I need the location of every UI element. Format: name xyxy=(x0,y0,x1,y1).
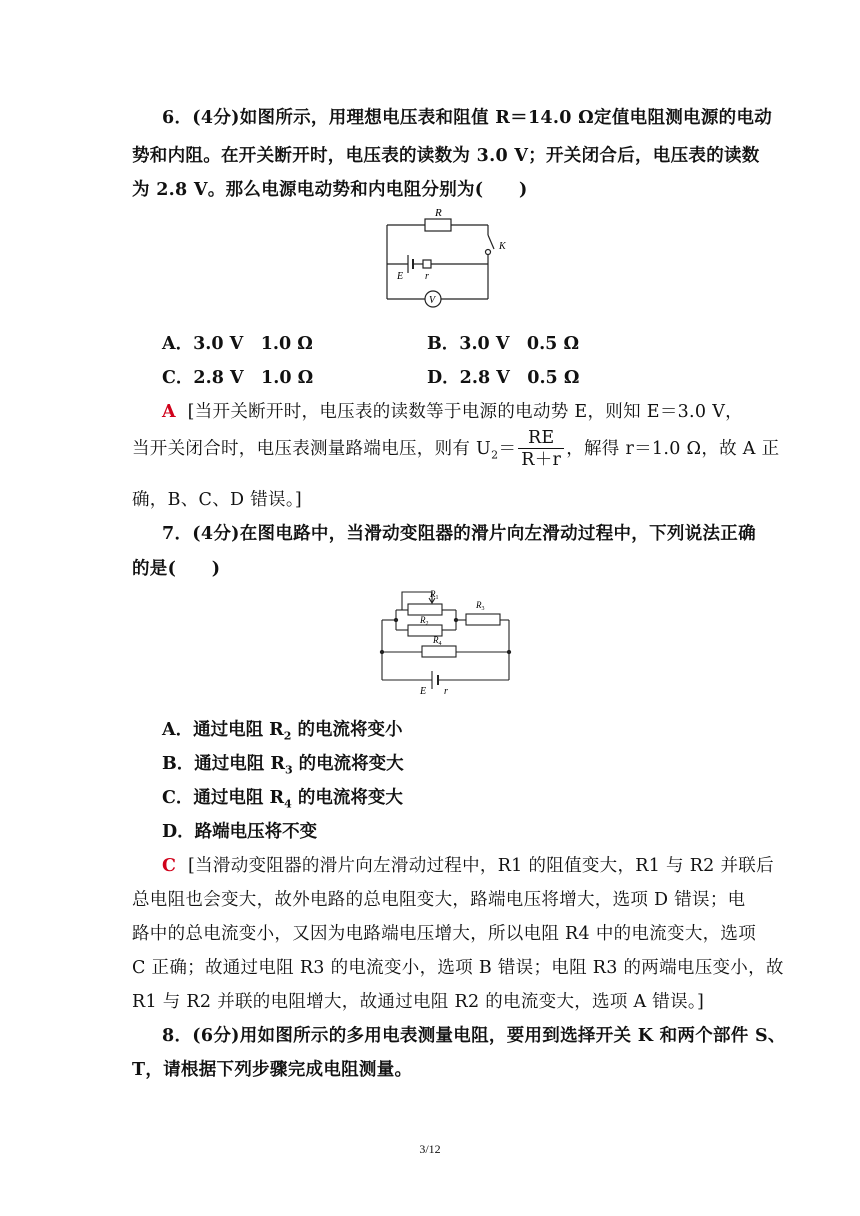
q7-fig-label-r2-sub: 2 xyxy=(425,621,429,627)
q6-explanation-text2a: 当开关闭合时，电压表测量路端电压，则有 U xyxy=(132,439,492,459)
q7-option-b-post: 的电流将变大 xyxy=(292,754,404,774)
q7-circuit-diagram xyxy=(372,582,522,700)
q7-fig-label-r1-sub: 1 xyxy=(435,595,439,601)
q7-explanation-line4: C 正确；故通过电阻 R3 的电流变小，选项 B 错误；电阻 R3 的两端电压变小，故 xyxy=(132,958,784,978)
q6-explanation-line2 xyxy=(132,428,779,471)
q7-option-a xyxy=(162,716,402,743)
page-number: 3/12 xyxy=(419,1142,441,1156)
q6-formula-fraction xyxy=(518,428,564,471)
q8-stem-line2: T，请根据下列步骤完成电阻测量。 xyxy=(132,1060,413,1080)
q6-fraction-numerator: RE xyxy=(518,428,564,449)
q7-option-d: D．路端电压将不变 xyxy=(162,822,318,842)
q7-fig-label-r: r xyxy=(444,686,448,697)
q6-option-c: C．2.8 V 1.0 Ω xyxy=(162,368,314,388)
q7-option-a-pre: A．通过电阻 R xyxy=(162,720,284,740)
q7-fig-label-r3-sub: 3 xyxy=(481,606,485,612)
q6-stem-line2: 势和内阻。在开关断开时，电压表的读数为 3.0 V；开关闭合后，电压表的读数 xyxy=(132,146,760,166)
q7-option-b-sub: 3 xyxy=(284,763,293,777)
q6-explanation-sub: 2 xyxy=(491,448,499,462)
q6-explanation-text1: [当开关断开时，电压表的读数等于电源的电动势 E，则知 E＝3.0 V， xyxy=(187,402,743,422)
q7-fig-label-r2-letter: R xyxy=(420,615,426,625)
q7-fig-label-r1-letter: R xyxy=(430,589,436,599)
q7-explanation-line1 xyxy=(162,852,774,877)
q6-explanation-eq: ＝ xyxy=(498,439,517,459)
q7-fig-label-r3 xyxy=(475,600,485,612)
q7-answer: C xyxy=(162,856,177,876)
q7-option-a-post: 的电流将变小 xyxy=(291,720,403,740)
q6-option-a: A．3.0 V 1.0 Ω xyxy=(162,334,313,354)
q7-option-c-post: 的电流将变大 xyxy=(291,788,403,808)
q6-explanation-text2b: ，解得 r＝1.0 Ω，故 A 正 xyxy=(566,439,780,459)
q7-fig-label-e: E xyxy=(420,686,427,697)
q8-stem-line1: 8．(6分)用如图所示的多用电表测量电阻，要用到选择开关 K 和两个部件 S、 xyxy=(162,1026,786,1046)
q7-option-c-pre: C．通过电阻 R xyxy=(162,788,285,808)
q7-option-b xyxy=(162,750,404,777)
q7-stem-line1: 7．(4分)在图电路中，当滑动变阻器的滑片向左滑动过程中，下列说法正确 xyxy=(162,524,756,544)
q7-fig-label-r4-sub: 4 xyxy=(438,641,442,647)
q6-circuit-diagram xyxy=(375,205,515,310)
q7-option-b-pre: B．通过电阻 R xyxy=(162,754,285,774)
q6-fig-label-r: r xyxy=(425,271,429,282)
q6-answer: A xyxy=(162,402,176,422)
q7-fig-label-r4-letter: R xyxy=(433,635,439,645)
q6-option-d: D．2.8 V 0.5 Ω xyxy=(427,368,580,388)
q7-explanation-line5: R1 与 R2 并联的电阻增大，故通过电阻 R2 的电流变大，选项 A 错误。] xyxy=(132,992,705,1012)
q7-option-c xyxy=(162,784,403,811)
q6-fig-label-E: E xyxy=(397,271,404,282)
q6-explanation-line1 xyxy=(162,398,743,423)
q7-stem-line2: 的是( ) xyxy=(132,559,221,579)
q6-fig-label-R: R xyxy=(435,207,442,219)
q7-explanation-text1: [当滑动变阻器的滑片向左滑动过程中，R1 的阻值变大，R1 与 R2 并联后 xyxy=(187,856,774,876)
q7-fig-label-r4 xyxy=(432,635,442,647)
q6-explanation-line3: 确，B、C、D 错误。] xyxy=(132,490,303,510)
q7-explanation-line3: 路中的总电流变小，又因为电路端电压增大，所以电阻 R4 中的电流变大，选项 xyxy=(132,924,757,944)
q6-option-b: B．3.0 V 0.5 Ω xyxy=(427,334,580,354)
q7-option-a-sub: 2 xyxy=(283,729,292,743)
q7-explanation-line2: 总电阻也会变大，故外电路的总电阻变大，路端电压将增大，选项 D 错误；电 xyxy=(132,890,746,910)
q7-fig-label-r3-letter: R xyxy=(476,600,482,610)
q6-stem-line3: 为 2.8 V。那么电源电动势和内电阻分别为( ) xyxy=(132,180,528,200)
q6-stem-line1: 6．(4分)如图所示，用理想电压表和阻值 R＝14.0 Ω定值电阻测电源的电动 xyxy=(162,108,773,128)
q6-fraction-denominator: R＋r xyxy=(521,450,562,470)
q6-fig-label-V: V xyxy=(429,295,436,306)
q7-option-c-sub: 4 xyxy=(284,797,292,811)
q6-fig-label-K: K xyxy=(499,241,506,252)
